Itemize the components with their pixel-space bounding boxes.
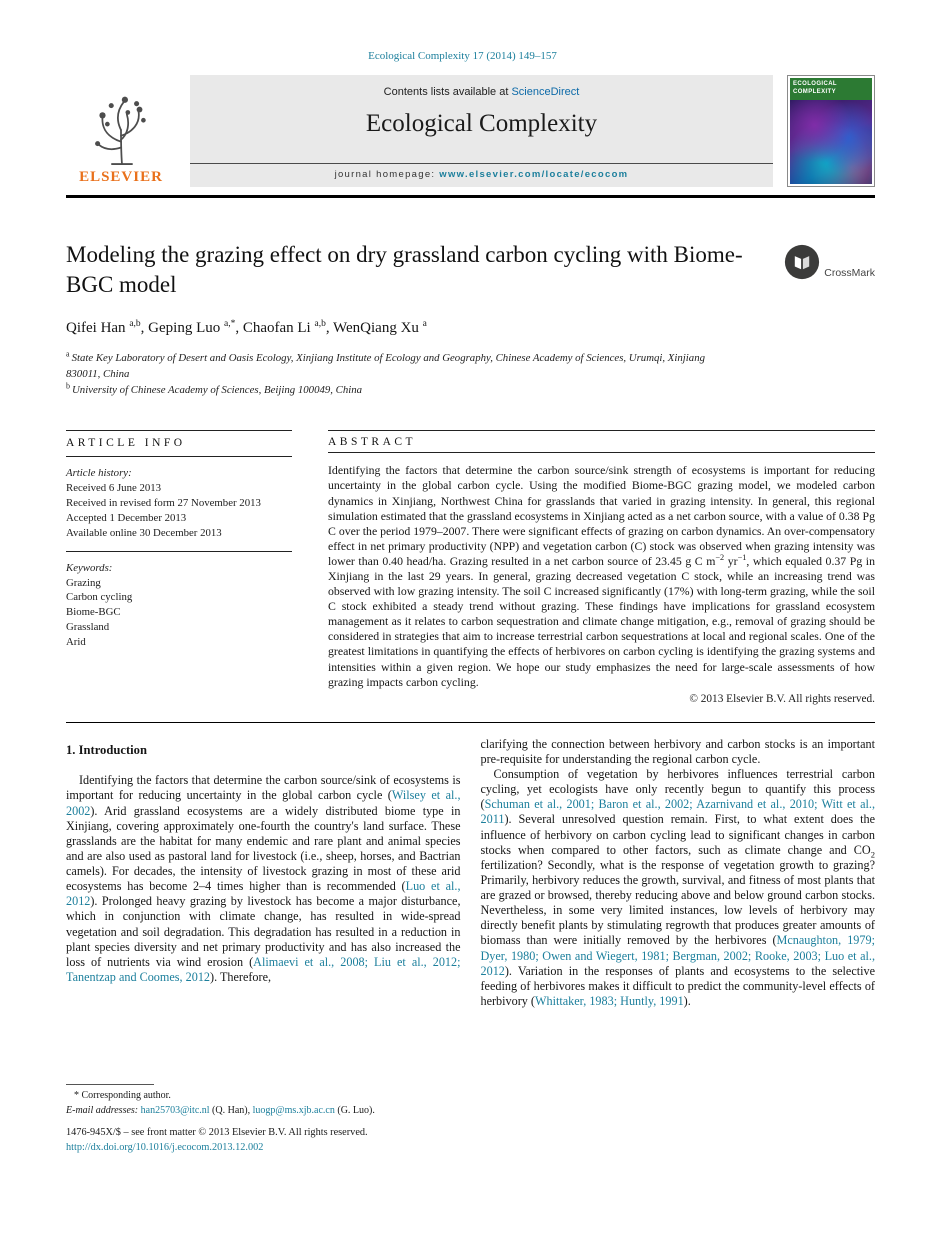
contents-prefix: Contents lists available at xyxy=(383,86,512,98)
journal-homepage-line xyxy=(190,163,773,187)
elsevier-tree-icon xyxy=(82,91,160,167)
body-text xyxy=(66,737,875,1009)
cover-title-line1: ECOLOGICAL xyxy=(793,81,837,87)
keyword-item: Biome-BGC xyxy=(66,606,121,619)
citation-link[interactable]: Mcnaughton, 1979; Dyer, 1980; Owen and Wiegert, 1981; Bergman, 2002; Rooke, 2003; Luo et al., 2012 xyxy=(480,933,875,978)
history-item: Accepted 1 December 2013 xyxy=(66,511,187,524)
history-item: Received in revised form 27 November 2013 xyxy=(66,496,261,509)
affiliation-b: $^b$ University of Chinese Academy of Sciences, Beijing 100049, China xyxy=(66,381,363,397)
elsevier-wordmark: ELSEVIER xyxy=(79,169,163,185)
masthead-divider xyxy=(66,195,875,198)
author-list: Qifei Han $^{a,b}$, Geping Luo $^{a,*}$, Chaofan Li $^{a,b}$, WenQiang Xu $^a$ xyxy=(66,318,427,336)
email-link-luo[interactable]: luogp@ms.xjb.ac.cn xyxy=(252,1104,335,1116)
footnote-rule xyxy=(66,1084,154,1085)
issn-copyright-line: 1476-945X/$ – see front matter © 2013 Elsevier B.V. All rights reserved. xyxy=(66,1127,368,1138)
keyword-item: Carbon cycling xyxy=(66,591,133,604)
crossmark-badge[interactable] xyxy=(784,244,875,280)
email-link-han[interactable]: han25703@itc.nl xyxy=(140,1104,210,1116)
corresponding-author-note: * Corresponding author. xyxy=(74,1090,171,1101)
citation-link[interactable]: Whittaker, 1983; Huntly, 1991 xyxy=(535,993,684,1008)
keyword-item: Grassland xyxy=(66,621,110,634)
copyright-line: © 2013 Elsevier B.V. All rights reserved. xyxy=(689,692,875,705)
affiliation-a: $^a$ State Key Laboratory of Desert and Oasis Ecology, Xinjiang Institute of Ecology and Geography, Chinese Academy of Sciences, Urumqi, Xinjiang 830011, China xyxy=(66,349,705,380)
intro-paragraph-1-continued: clarifying the connection between herbivory and carbon stocks is an important pre-requisite for understanding the regional carbon cycle. xyxy=(480,736,875,766)
title-block xyxy=(66,240,875,300)
abstract-text: Identifying the factors that determine the carbon source/sink strength of ecosystems is important for reducing uncertainty in the global carbon cycle. Using the modified Biome-BGC grazing model, we modeled carbon dynamics in Xinjiang, Northwest China for grasslands that varied in grazing intensity. In general, this regional simulation estimated that the grassland ecosystems in Xinjiang acted as a net carbon source, with a value of 0.38 Pg C over the period 1979–2007. There were significant effects of grazing on carbon dynamics. An over-compensatory effect in net primary productivity (NPP) and vegetation carbon (C) stock was observed when grazing intensity was lower than 0.40 head/ha. Grazing resulted in a net carbon source of 23.45 g C $m^{-2}$ $yr^{-1}$, which equaled 0.37 Pg in Xinjiang in the last 29 years. In general, grazing decreased vegetation C stock, while an increasing trend was observed with low grazing intensity. The soil C increased significantly (17%) with long-term grazing, while the soil C stock exhibited a steady trend without grazing. These findings have implications for grassland ecosystem management as it relates to carbon sequestration and climate change mitigation, e.g., removal of grazing should be considered in strategies that aim to increase terrestrial carbon sequestrations at local and regional scales. One of the greatest limitations in quantifying the effects of herbivores on carbon cycling is identifying the grazing systems and intensities within a given region. We hope our study emphasizes the need for large-scale assessments of how grazing impacts carbon cycling. xyxy=(328,463,875,689)
journal-homepage-link[interactable]: www.elsevier.com/locate/ecocom xyxy=(439,169,629,180)
abstract-heading: ABSTRACT xyxy=(328,430,875,453)
citation-link[interactable]: Alimaevi et al., 2008; Liu et al., 2012; Tanentzap and Coomes, 2012 xyxy=(66,954,461,984)
journal-reference-link[interactable]: Ecological Complexity 17 (2014) 149–157 xyxy=(368,50,557,62)
keywords-divider xyxy=(66,551,292,552)
body-column-left xyxy=(66,737,461,1009)
body-column-right xyxy=(481,737,876,1009)
keyword-item: Arid xyxy=(66,636,86,649)
journal-reference xyxy=(0,0,925,62)
journal-cover-title xyxy=(790,78,872,100)
affiliations xyxy=(66,350,706,399)
doi-line xyxy=(66,1141,368,1156)
abstract-column xyxy=(328,430,875,704)
imprint-block xyxy=(66,1126,368,1156)
keywords-label: Keywords: xyxy=(66,561,113,574)
citation-link[interactable]: Luo et al., 2012 xyxy=(66,879,461,909)
history-item: Received 6 June 2013 xyxy=(66,482,162,495)
contents-line xyxy=(190,86,773,98)
homepage-prefix: journal homepage: xyxy=(334,169,440,180)
article-title: Modeling the grazing effect on dry grassland carbon cycling with Biome-BGC model xyxy=(66,242,743,297)
crossmark-label: CrossMark xyxy=(824,267,875,279)
article-history-label: Article history: xyxy=(66,467,132,480)
masthead-center xyxy=(190,75,773,187)
journal-cover-thumbnail xyxy=(787,75,875,187)
journal-masthead xyxy=(66,75,875,187)
citation-link[interactable]: Schuman et al., 2001; Baron et al., 2002; Azarnivand et al., 2010; Witt et al., 2011 xyxy=(480,797,875,827)
info-abstract-section xyxy=(66,430,875,704)
section-heading-introduction: 1. Introduction xyxy=(66,742,147,757)
elsevier-logo xyxy=(66,75,176,187)
body-divider xyxy=(66,722,875,723)
keyword-item: Grazing xyxy=(66,576,101,589)
journal-title: Ecological Complexity xyxy=(365,110,598,137)
citation-link[interactable]: Wilsey et al., 2002 xyxy=(66,788,461,818)
email-addresses-note: E-mail addresses: han25703@itc.nl (Q. Han), luogp@ms.xjb.ac.cn (G. Luo). xyxy=(66,1104,375,1116)
intro-paragraph-2: Consumption of vegetation by herbivores influences terrestrial carbon cycling, yet ecologists have only recently begun to quantify this process (Schuman et al., 2001; Baron et al., 2002; Azarnivand et al., 2010; Witt et al., 2011). Several unresolved question remain. First, to what extent does the influence of herbivory on carbon cycling lead to significant changes in carbon stocks when compared to other factors, such as climate change and $CO_2$ fertilization? Secondly, what is the response of vegetation growth to grazing? Primarily, herbivory reduces the growth, survival, and fitness of most plants that are grazed or browsed, thereby reducing above and below ground carbon stocks. Nevertheless, in some very limited instances, low levels of herbivory may directly benefit plants by stimulating regrowth that produces greater amounts of biomass than were initially removed by the herbivores (Mcnaughton, 1979; Dyer, 1980; Owen and Wiegert, 1981; Bergman, 2002; Rooke, 2003; Luo et al., 2012). Variation in the responses of plants and ecosystems to the selective feeding of herbivores makes it difficult to predict the community-level effects of herbivory (Whittaker, 1983; Huntly, 1991). xyxy=(480,767,875,1008)
article-info-column xyxy=(66,430,292,704)
footnote-block xyxy=(66,1084,486,1118)
intro-paragraph-1: Identifying the factors that determine the carbon source/sink of ecosystems is important for reducing uncertainty in the global carbon cycle (Wilsey et al., 2002). Arid grassland ecosystems are a widely distributed biome type in Xinjiang, covering approximately one-fourth the country's land surface. These grasslands are the habitat for many endemic and rare plant and animal species and are also used as pastoral land for livestock (i.e., sheep, horses, and Bactrian camels). For decades, the intensity of livestock grazing in most of these arid ecosystems has become 2–4 times higher than is recommended (Luo et al., 2012). Prolonged heavy grazing by livestock has become a major disturbance, which in conjunction with climate change, has resulted in wide-spread vegetation and soil degradation. This degradation has resulted in a reduction in plant species diversity and net primary productivity and has also increased the loss of nutrients via wind erosion (Alimaevi et al., 2008; Liu et al., 2012; Tanentzap and Coomes, 2012). Therefore, xyxy=(66,773,461,984)
sciencedirect-link[interactable]: ScienceDirect xyxy=(511,86,580,98)
journal-cover-art xyxy=(790,100,872,184)
cover-title-line2: COMPLEXITY xyxy=(793,88,837,95)
article-info-heading: ARTICLE INFO xyxy=(66,430,292,457)
history-item: Available online 30 December 2013 xyxy=(66,526,222,539)
doi-link[interactable]: http://dx.doi.org/10.1016/j.ecocom.2013.12.002 xyxy=(66,1141,264,1153)
crossmark-icon xyxy=(784,244,820,280)
